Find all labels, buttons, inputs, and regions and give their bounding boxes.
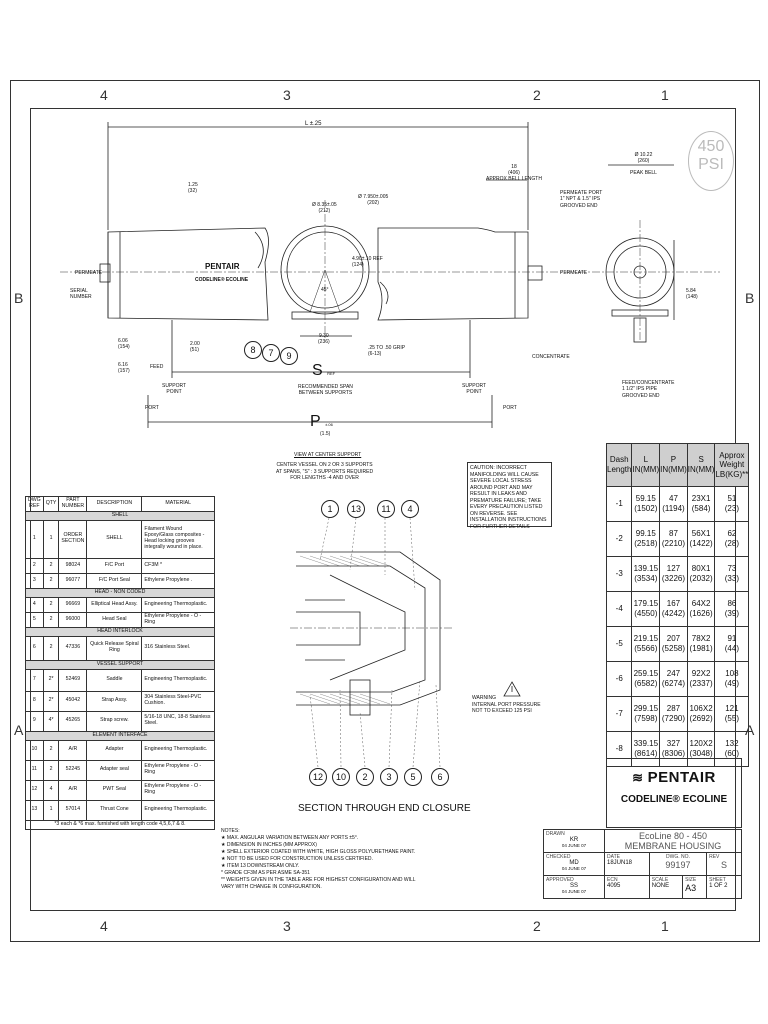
part-material: Engineering Thermoplastic. <box>142 597 215 612</box>
dim-200-mm: (51) <box>190 347 199 353</box>
parts-footnote-row <box>26 820 215 829</box>
dash-cell: 23X1 (584) <box>687 487 715 522</box>
dash-cell: -1 <box>607 487 632 522</box>
date-value: 18JUN18 <box>607 860 633 866</box>
dim-45-angle: 45° <box>321 287 329 293</box>
dim-peak-bell <box>630 152 657 176</box>
part-number: 45042 <box>59 691 87 711</box>
dash-cell: 78X2 (1981) <box>687 627 715 662</box>
part-number: A/R <box>59 740 87 760</box>
view-title: VIEW AT CENTER SUPPORT <box>294 452 362 458</box>
section-balloon-12: 12 <box>309 768 327 786</box>
dash-cell: 327 (8306) <box>660 732 688 767</box>
table-row <box>26 636 215 660</box>
dim-bell-length <box>486 164 542 182</box>
note-line: ** WEIGHTS GIVEN IN THE TABLE ARE FOR HIGHEST CONFIGURATION AND WILL <box>221 877 416 883</box>
zone-left-a: A <box>14 722 24 738</box>
part-ref: 3 <box>26 573 44 588</box>
parts-section-label: ELEMENT INTERFACE <box>26 731 215 740</box>
dash-cell: 91 (44) <box>715 627 749 662</box>
table-row <box>607 592 749 627</box>
title-cell <box>605 830 742 853</box>
dim-grip-mm: (6-13) <box>368 351 382 357</box>
drawing-title: EcoLine 80 - 450 MEMBRANE HOUSING <box>624 831 722 851</box>
table-row <box>26 573 215 588</box>
scale-value: NONE <box>651 883 670 889</box>
part-material: 5/16-18 UNC, 18-8 Stainless Steel. <box>142 711 215 731</box>
balloon-8: 8 <box>244 341 262 359</box>
dim-outer-diameter-mm: (212) <box>318 208 331 214</box>
part-qty: 1 <box>43 800 59 820</box>
span-dim <box>312 362 335 380</box>
table-row <box>26 780 215 800</box>
dim-peak-value: Ø 10.22 <box>634 152 653 158</box>
part-material: 316 Stainless Steel. <box>142 636 215 660</box>
title-row-approved <box>544 876 742 899</box>
dwg-cell <box>649 853 706 876</box>
sheet-label: SHEET <box>709 877 726 883</box>
table-row <box>26 612 215 627</box>
port-left-label: PORT <box>145 405 159 411</box>
dash-header-weight: Approx Weight LB(KG)** <box>715 444 749 487</box>
parts-header-desc: DESCRIPTION <box>87 497 142 512</box>
part-qty: 2* <box>43 691 59 711</box>
section-balloon-3: 3 <box>380 768 398 786</box>
permeate-left-label: PERMEATE <box>75 270 103 276</box>
drawn-cell <box>544 830 605 853</box>
port-right-label: PORT <box>503 405 517 411</box>
part-qty: 1 <box>43 520 59 558</box>
part-desc: Saddle <box>87 669 142 691</box>
dash-cell: -3 <box>607 557 632 592</box>
size-value: A3 <box>685 883 697 893</box>
title-block-table <box>543 829 742 899</box>
scale-cell <box>649 876 682 899</box>
dash-cell: 73 (33) <box>715 557 749 592</box>
part-qty: 2 <box>43 597 59 612</box>
dim-616-mm: (157) <box>118 368 130 374</box>
note-line: ★ NOT TO BE USED FOR CONSTRUCTION UNLESS CERTIFIED. <box>221 856 373 862</box>
note-line: * GRADE CF3M AS PER ASME SA-351 <box>221 870 310 876</box>
part-desc: Strap Assy. <box>87 691 142 711</box>
dash-cell: 121 (55) <box>715 697 749 732</box>
part-material: Engineering Thermoplastic. <box>142 740 215 760</box>
checked-cell <box>544 853 605 876</box>
parts-footnote: *3 each & *6 max. furnished with length code 4,5,6,7 & 8. <box>26 820 215 829</box>
table-row <box>26 740 215 760</box>
part-qty: 4 <box>43 780 59 800</box>
view-note: CENTER VESSEL ON 2 OR 3 SUPPORTS AT SPANS, "S" : 3 SUPPORTS REQUIRED FOR LENGTHS -4 AND OVER <box>276 462 374 481</box>
sheet-cell <box>707 876 742 899</box>
balloon-7: 7 <box>262 344 280 362</box>
span-dim-letter: S <box>312 362 323 379</box>
part-desc: F/C Port <box>87 558 142 573</box>
part-qty: 2* <box>43 669 59 691</box>
part-desc: PWT Seal <box>87 780 142 800</box>
dash-length-table <box>606 443 749 767</box>
zone-top-1: 1 <box>661 87 669 103</box>
date-label: DATE <box>607 854 620 860</box>
dash-header-s: S IN(MM) <box>687 444 715 487</box>
p-dim-sub: ±.06 <box>325 422 333 427</box>
part-desc: Head Seal <box>87 612 142 627</box>
table-row <box>26 558 215 573</box>
part-material: CF3M * <box>142 558 215 573</box>
feed-label: FEED <box>150 364 164 370</box>
table-row <box>26 669 215 691</box>
part-ref: 13 <box>26 800 44 820</box>
part-material: Engineering Thermoplastic. <box>142 800 215 820</box>
part-ref: 1 <box>26 520 44 558</box>
approved-by: SS <box>569 883 578 889</box>
zone-top-4: 4 <box>100 87 108 103</box>
part-ref: 12 <box>26 780 44 800</box>
dash-cell: 167 (4242) <box>660 592 688 627</box>
table-row <box>607 557 749 592</box>
permeate-port-label: PERMEATE PORT 1" NPT & 1.5" IPS GROOVED END <box>560 190 603 209</box>
part-qty: 2 <box>43 760 59 780</box>
caution-note: CAUTION: INCORRECT MANIFOLDING WILL CAUSE SEVERE LOCAL STRESS AROUND PORT AND MAY RESULT IN LEAKS AND PREMATURE FAILURE; TAKE EVERY PRECAUTION LISTED ON REVERSE. SEE INSTALLATION INSTRUCTIONS FOR FURTHER DETAILS <box>467 462 552 527</box>
dash-cell: 80X1 (2032) <box>687 557 715 592</box>
checked-date: 04 JUNE 07 <box>561 866 587 871</box>
span-label: RECOMMENDED SPAN BETWEEN SUPPORTS <box>298 384 353 396</box>
table-row <box>607 627 749 662</box>
dash-header-p: P IN(MM) <box>660 444 688 487</box>
table-row <box>26 711 215 731</box>
dim-930 <box>318 333 330 345</box>
dim-930-value: 9.30 <box>318 333 329 339</box>
dash-cell: 139.15 (3534) <box>632 557 660 592</box>
zone-top-3: 3 <box>283 87 291 103</box>
zone-bottom-2: 2 <box>533 918 541 934</box>
part-ref: 7 <box>26 669 44 691</box>
part-qty: 2 <box>43 573 59 588</box>
dim-peak-mm: (260) <box>637 158 650 164</box>
concentrate-label: CONCENTRATE <box>532 354 570 360</box>
parts-section-row <box>26 627 215 636</box>
title-row-checked <box>544 853 742 876</box>
dash-cell: 259.15 (6582) <box>632 662 660 697</box>
approved-date: 04 JUNE 07 <box>561 889 587 894</box>
part-number: 52469 <box>59 669 87 691</box>
dash-cell: 219.15 (5566) <box>632 627 660 662</box>
section-balloon-11: 11 <box>377 500 395 518</box>
dim-584-value: 5.84 <box>686 288 696 294</box>
dim-606 <box>118 338 130 350</box>
dim-grip-value: .25 TO .50 GRIP <box>368 345 406 351</box>
dash-cell: 62 (28) <box>715 522 749 557</box>
dash-cell: 287 (7290) <box>660 697 688 732</box>
dash-cell: -5 <box>607 627 632 662</box>
part-ref: 5 <box>26 612 44 627</box>
dash-cell: 299.15 (7598) <box>632 697 660 732</box>
dim-grip <box>368 345 405 357</box>
support-point-right: SUPPORT POINT <box>462 383 487 395</box>
drawing-notes <box>221 828 431 891</box>
pressure-stamp <box>688 131 734 191</box>
dash-cell: -8 <box>607 732 632 767</box>
dash-cell: 87 (2210) <box>660 522 688 557</box>
ecn-value: 4095 <box>607 883 621 889</box>
dim-584 <box>686 288 698 300</box>
balloon-9: 9 <box>280 347 298 365</box>
warning-note: WARNING INTERNAL PORT PRESSURE NOT TO EXCEED 125 PSI <box>472 695 541 714</box>
dim-125-mm: (32) <box>188 188 197 194</box>
checked-by: MD <box>569 860 579 866</box>
part-qty: 2 <box>43 740 59 760</box>
dash-header-row <box>607 444 749 487</box>
dim-606-mm: (154) <box>118 344 130 350</box>
part-number: 96077 <box>59 573 87 588</box>
table-row <box>607 697 749 732</box>
parts-section-row <box>26 588 215 597</box>
parts-section-label: VESSEL SUPPORT <box>26 660 215 669</box>
zone-bottom-1: 1 <box>661 918 669 934</box>
size-label: SIZE <box>685 877 697 883</box>
part-qty: 2 <box>43 612 59 627</box>
dim-490 <box>352 256 383 268</box>
approved-label: APPROVED <box>546 877 574 883</box>
part-material: Engineering Thermoplastic. <box>142 669 215 691</box>
section-balloon-13: 13 <box>347 500 365 518</box>
dash-cell: 59.15 (1502) <box>632 487 660 522</box>
p-dim-letter: P <box>310 413 321 430</box>
part-qty: 4* <box>43 711 59 731</box>
dash-cell: 120X2 (3048) <box>687 732 715 767</box>
section-balloon-4: 4 <box>401 500 419 518</box>
parts-table <box>25 496 215 830</box>
dash-cell: 51 (23) <box>715 487 749 522</box>
note-line: ★ SHELL EXTERIOR COATED WITH WHITE, HIGH GLOSS POLYURETHANE PAINT. <box>221 849 416 855</box>
parts-section-row <box>26 660 215 669</box>
note-line: ★ MAX. ANGULAR VARIATION BETWEEN ANY PORTS ±5°. <box>221 835 359 841</box>
dash-cell: 127 (3226) <box>660 557 688 592</box>
p-dim-mm: (1.5) <box>320 431 331 437</box>
part-number: 96000 <box>59 612 87 627</box>
parts-section-label: HEAD - NON CODED <box>26 588 215 597</box>
part-desc: Adapter <box>87 740 142 760</box>
zone-top-2: 2 <box>533 87 541 103</box>
overall-length-dim: L ±.25 <box>305 121 322 127</box>
dwg-number: 99197 <box>665 860 691 870</box>
dash-cell: 86 (39) <box>715 592 749 627</box>
dash-cell: -6 <box>607 662 632 697</box>
part-material: 304 Stainless Steel-PVC Cushion. <box>142 691 215 711</box>
parts-header-material: MATERIAL <box>142 497 215 512</box>
part-material: Ethylene Propylene - O - Ring <box>142 760 215 780</box>
bell-label: APPROX BELL LENGTH <box>486 176 542 182</box>
dim-inner-diameter-value: Ø 7.950±.005 <box>358 194 389 200</box>
part-number: A/R <box>59 780 87 800</box>
part-desc: Strap screw. <box>87 711 142 731</box>
part-ref: 10 <box>26 740 44 760</box>
dash-cell: 207 (5258) <box>660 627 688 662</box>
part-desc: Quick Release Spiral Ring <box>87 636 142 660</box>
pressure-stamp-unit: PSI <box>698 156 724 173</box>
pentair-logo-icon: ≋ <box>632 770 648 785</box>
scale-label: SCALE <box>651 877 669 883</box>
pentair-logo <box>607 769 741 786</box>
dim-bell-mm: (406) <box>508 170 520 176</box>
drawn-date: 04 JUNE 07 <box>561 843 587 848</box>
part-ref: 9 <box>26 711 44 731</box>
part-ref: 11 <box>26 760 44 780</box>
rev-label: REV <box>709 854 720 860</box>
part-material: Ethylene Propylene - O - Ring <box>142 612 215 627</box>
dim-inner-diameter-mm: (202) <box>367 200 379 206</box>
sheet-value: 1 OF 2 <box>709 883 728 889</box>
pressure-stamp-value: 450 <box>697 138 725 155</box>
section-balloon-10: 10 <box>332 768 350 786</box>
dash-cell: 56X1 (1422) <box>687 522 715 557</box>
ecn-label: ECN <box>607 877 618 883</box>
vessel-product: CODELINE® ECOLINE <box>195 277 249 283</box>
dash-cell: 64X2 (1626) <box>687 592 715 627</box>
title-product: CODELINE® ECOLINE <box>620 794 728 805</box>
table-row <box>26 760 215 780</box>
title-row-drawn <box>544 830 742 853</box>
section-title: SECTION THROUGH END CLOSURE <box>298 803 471 814</box>
part-material: Ethylene Propylene . <box>142 573 215 588</box>
dim-930-mm: (236) <box>318 339 330 345</box>
dim-616 <box>118 362 130 374</box>
part-desc: SHELL <box>87 520 142 558</box>
serial-number-label: SERIAL NUMBER <box>70 288 92 300</box>
parts-header-ref: DWG REF <box>26 497 44 512</box>
part-number: 45265 <box>59 711 87 731</box>
dim-584-mm: (148) <box>686 294 698 300</box>
zone-bottom-4: 4 <box>100 918 108 934</box>
dash-cell: -4 <box>607 592 632 627</box>
part-number: 52245 <box>59 760 87 780</box>
drawn-label: DRAWN <box>546 831 565 837</box>
peak-label: PEAK BELL <box>630 170 657 176</box>
dash-cell: 47 (1194) <box>660 487 688 522</box>
part-ref: 8 <box>26 691 44 711</box>
zone-left-b: B <box>14 290 24 306</box>
part-desc: Elliptical Head Assy. <box>87 597 142 612</box>
dim-inner-diameter <box>358 194 388 206</box>
parts-section-label: SHELL <box>26 511 215 520</box>
note-line: ★ DIMENSION IN INCHES (MM APPROX) <box>221 842 317 848</box>
section-balloon-2: 2 <box>356 768 374 786</box>
title-brand-block <box>606 758 742 828</box>
section-balloon-5: 5 <box>404 768 422 786</box>
dash-cell: 99.15 (2518) <box>632 522 660 557</box>
part-ref: 4 <box>26 597 44 612</box>
part-number: 57014 <box>59 800 87 820</box>
part-number: 47336 <box>59 636 87 660</box>
note-line: VARY WITH CHANGE IN CONFIGURATION. <box>221 884 322 890</box>
dim-200 <box>190 341 200 353</box>
parts-section-row <box>26 511 215 520</box>
p-dim <box>310 413 333 437</box>
table-row <box>607 487 749 522</box>
parts-section-row <box>26 731 215 740</box>
ecn-cell <box>605 876 650 899</box>
section-balloon-6: 6 <box>431 768 449 786</box>
rev-value: S <box>721 860 728 870</box>
part-desc: Adapter seal <box>87 760 142 780</box>
zone-right-b: B <box>745 290 755 306</box>
dash-cell: 106X2 (2692) <box>687 697 715 732</box>
dim-200-value: 2.00 <box>190 341 200 347</box>
dash-cell: 132 (60) <box>715 732 749 767</box>
vessel-brand: PENTAIR <box>205 262 240 271</box>
zone-right-a: A <box>745 722 755 738</box>
dim-125 <box>188 182 198 194</box>
part-material: Ethylene Propylene - O - Ring <box>142 780 215 800</box>
table-row <box>26 597 215 612</box>
drawn-by: KR <box>569 837 579 843</box>
permeate-right-label: PERMEATE <box>560 270 588 276</box>
approved-cell <box>544 876 605 899</box>
dim-606-value: 6.06 <box>118 338 128 344</box>
note-line: NOTES: <box>221 828 240 834</box>
dim-616-value: 6.16 <box>118 362 128 368</box>
dim-490-value: 4.90±.10 REF <box>352 256 383 262</box>
table-row <box>607 662 749 697</box>
dim-outer-diameter <box>312 202 337 214</box>
size-cell <box>683 876 707 899</box>
part-desc: F/C Port Seal <box>87 573 142 588</box>
dash-header-l: L IN(MM) <box>632 444 660 487</box>
date-cell <box>605 853 650 876</box>
dim-bell-value: 18 <box>511 164 517 170</box>
dash-cell: 92X2 (2337) <box>687 662 715 697</box>
dim-outer-diameter-value: Ø 8.35±.05 <box>312 202 337 208</box>
part-number: 96669 <box>59 597 87 612</box>
part-number: ORDER SECTION <box>59 520 87 558</box>
title-brand: PENTAIR <box>647 769 716 786</box>
note-line: ★ ITEM 13 DOWNSTREAM ONLY. <box>221 863 300 869</box>
parts-section-label: HEAD INTERLOCK <box>26 627 215 636</box>
support-point-left: SUPPORT POINT <box>162 383 187 395</box>
dash-cell: -7 <box>607 697 632 732</box>
part-material: Filament Wound Epoxy/Glass composites - Head locking grooves integrally wound in place. <box>142 520 215 558</box>
part-ref: 2 <box>26 558 44 573</box>
part-qty: 2 <box>43 636 59 660</box>
part-number: 98024 <box>59 558 87 573</box>
part-ref: 6 <box>26 636 44 660</box>
dim-490-mm: (124) <box>352 262 364 268</box>
dwg-label: DWG. NO. <box>665 854 690 860</box>
dim-125-value: 1.25 <box>188 182 198 188</box>
rev-cell <box>707 853 742 876</box>
section-balloon-1: 1 <box>321 500 339 518</box>
part-desc: Thrust Cone <box>87 800 142 820</box>
part-qty: 2 <box>43 558 59 573</box>
checked-label: CHECKED <box>546 854 571 860</box>
dash-cell: 339.15 (8614) <box>632 732 660 767</box>
dash-cell: 108 (49) <box>715 662 749 697</box>
parts-header-part: PART NUMBER <box>59 497 87 512</box>
span-dim-sub: REF <box>327 371 336 376</box>
dash-cell: 179.15 (4550) <box>632 592 660 627</box>
table-row <box>26 800 215 820</box>
parts-header-row <box>26 497 215 512</box>
table-row <box>26 520 215 558</box>
parts-header-qty: QTY <box>43 497 59 512</box>
dash-cell: 247 (6274) <box>660 662 688 697</box>
dash-cell: -2 <box>607 522 632 557</box>
table-row <box>26 691 215 711</box>
zone-bottom-3: 3 <box>283 918 291 934</box>
table-row <box>607 522 749 557</box>
feed-concentrate-label: FEED/CONCENTRATE 1 1/2" IPS PIPE GROOVED END <box>622 380 675 399</box>
dash-header-length: Dash Length <box>607 444 632 487</box>
